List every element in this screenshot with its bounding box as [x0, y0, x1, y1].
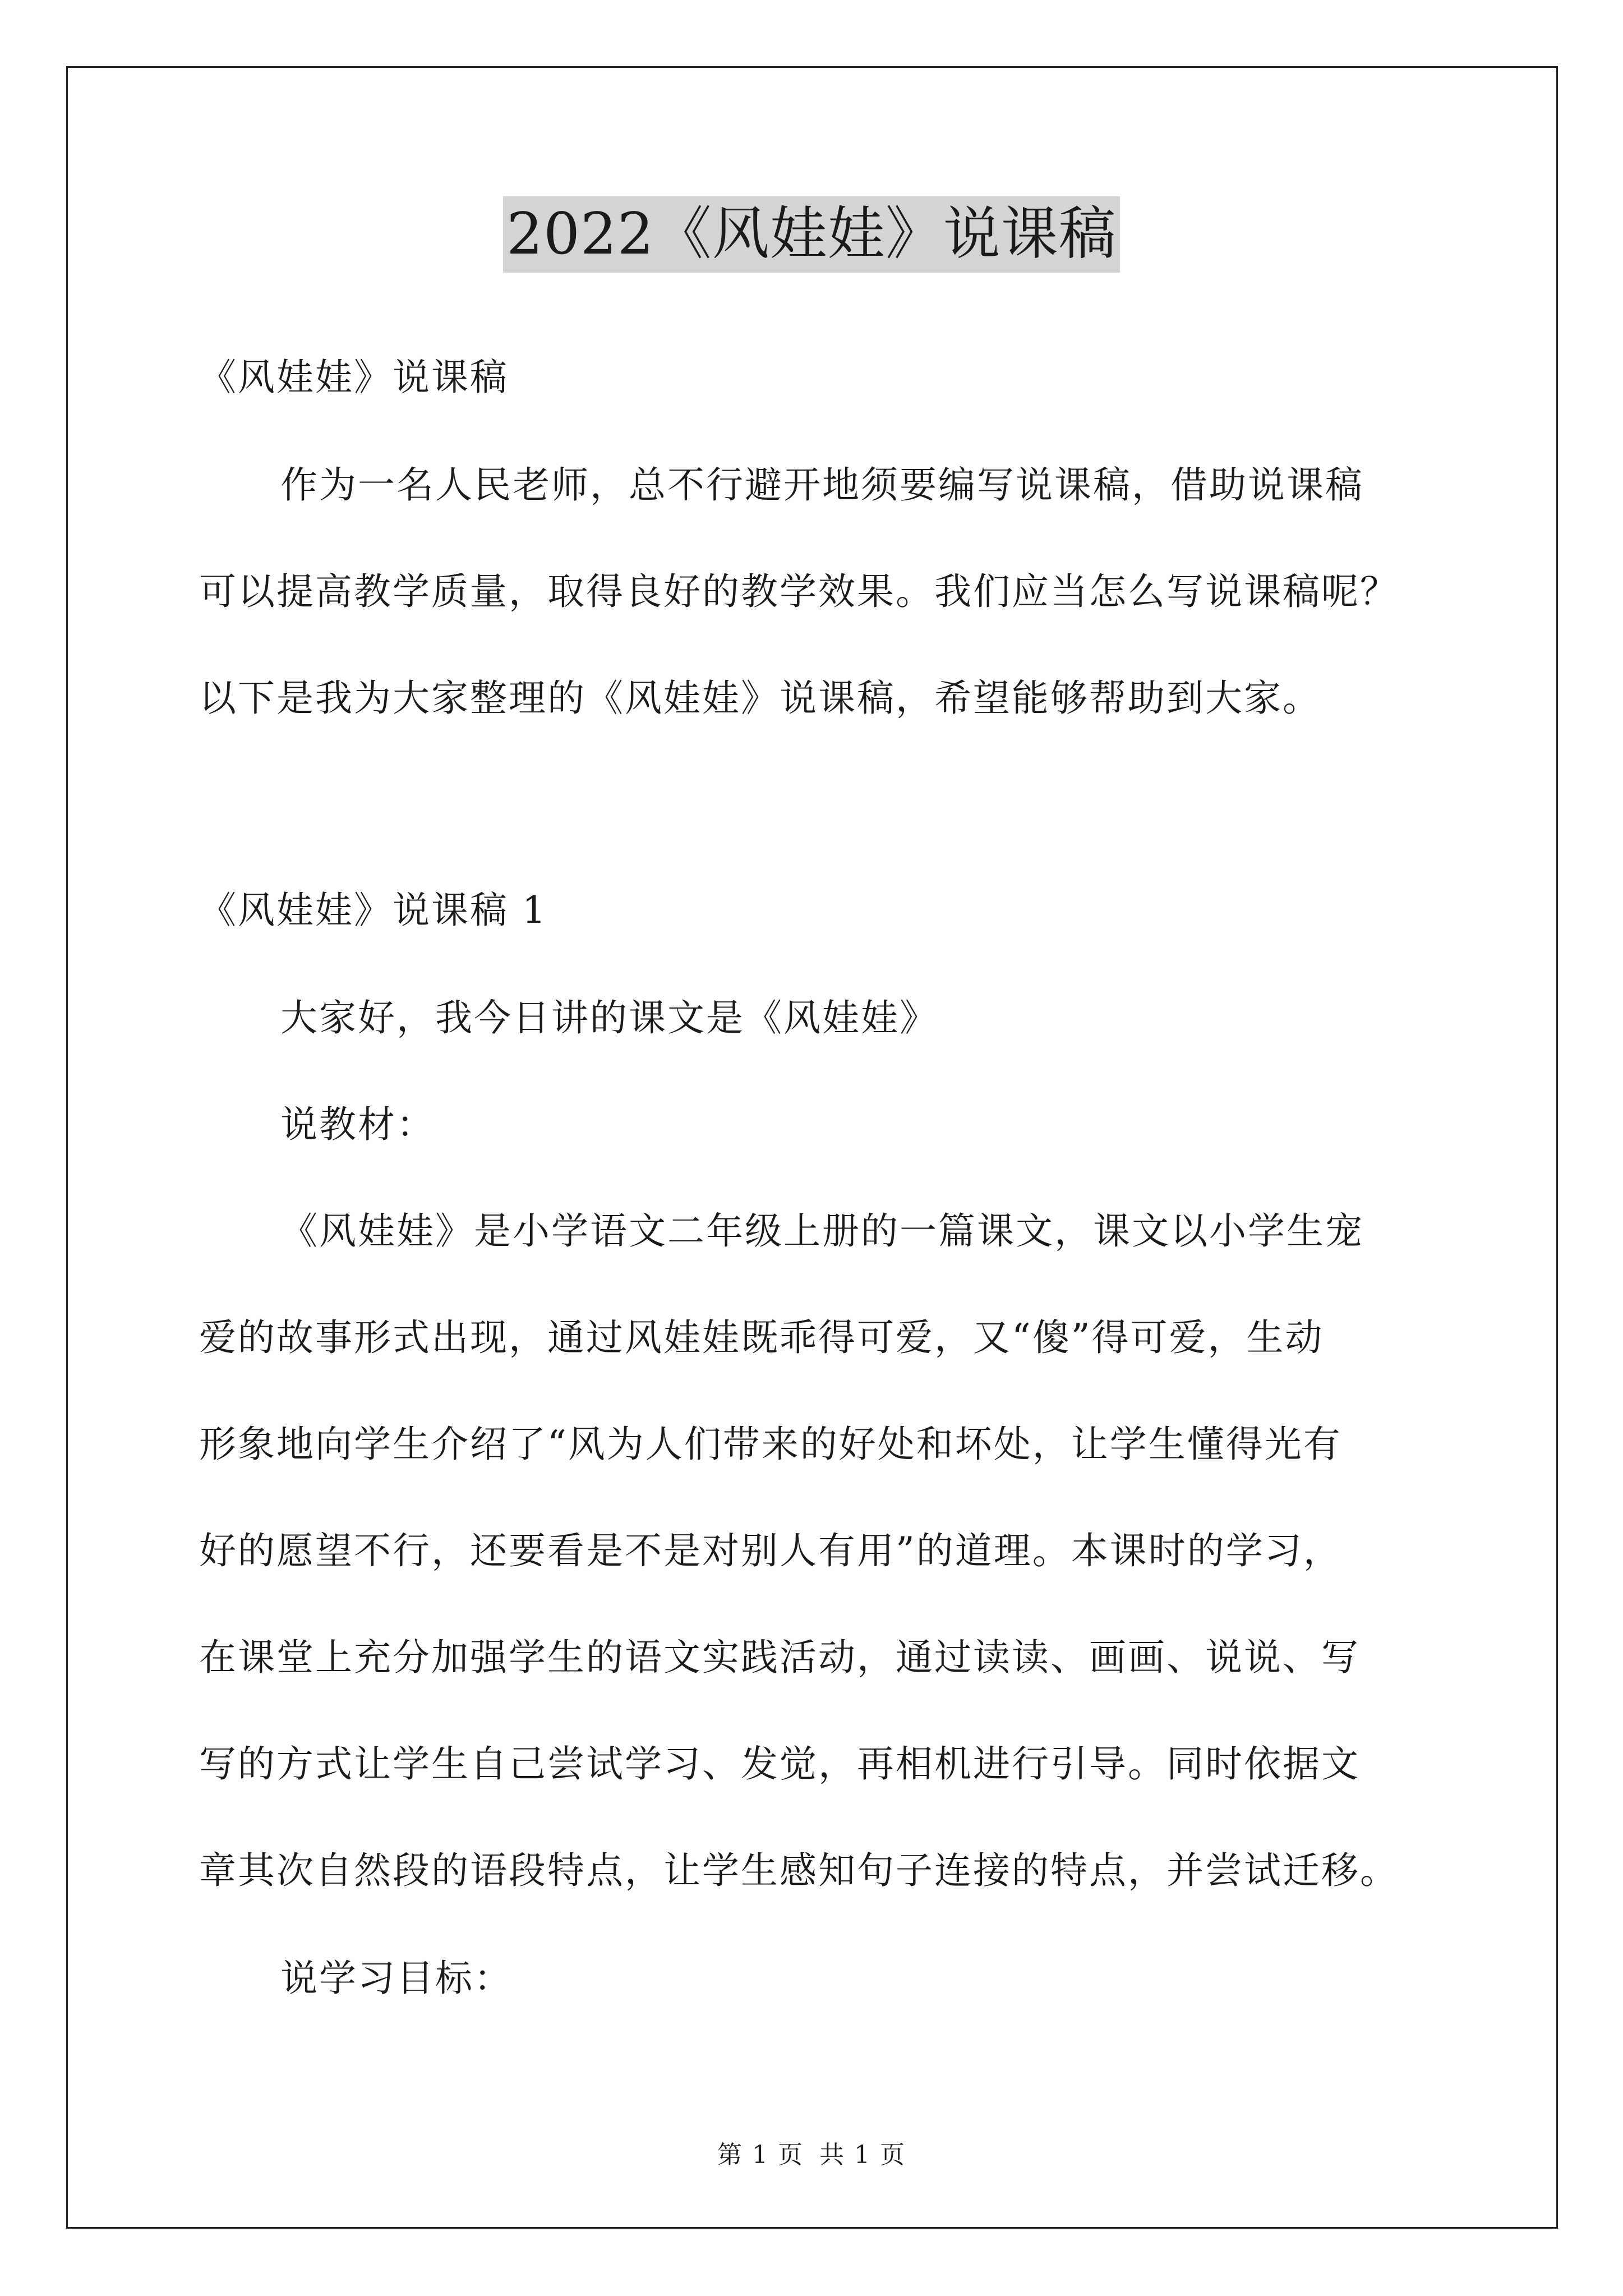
title-container: [0, 196, 1623, 273]
textbook-heading: 说教材：: [280, 1103, 435, 1146]
textbook-line-5: 在课堂上充分加强学生的语文实践活动，通过读读、画画、说说、写: [199, 1636, 1360, 1679]
textbook-line-7: 章其次自然段的语段特点，让学生感知句子连接的特点，并尝试迁移。: [199, 1849, 1399, 1892]
textbook-line-3: 形象地向学生介绍了“风为人们带来的好处和坏处，让学生懂得光有: [199, 1423, 1342, 1466]
document-title: 2022《风娃娃》说课稿: [503, 196, 1120, 273]
page-number: 第 1 页: [717, 2141, 804, 2169]
section-heading: 《风娃娃》说课稿 1: [199, 889, 547, 932]
intro-line-1: 作为一名人民老师，总不行避开地须要编写说课稿，借助说课稿: [280, 463, 1364, 507]
page-footer: [0, 2143, 1623, 2168]
subtitle-line: 《风娃娃》说课稿: [199, 356, 509, 399]
greeting-line: 大家好，我今日讲的课文是《风娃娃》: [280, 996, 938, 1039]
intro-line-2: 可以提高教学质量，取得良好的教学效果。我们应当怎么写说课稿呢？: [199, 570, 1399, 613]
goals-heading: 说学习目标：: [280, 1957, 513, 2000]
intro-line-3: 以下是我为大家整理的《风娃娃》说课稿，希望能够帮助到大家。: [199, 677, 1321, 720]
textbook-line-4: 好的愿望不行，还要看是不是对别人有用”的道理。本课时的学习，: [199, 1529, 1342, 1572]
textbook-line-1: 《风娃娃》是小学语文二年级上册的一篇课文，课文以小学生宠: [280, 1209, 1364, 1253]
textbook-line-6: 写的方式让学生自己尝试学习、发觉，再相机进行引导。同时依据文: [199, 1742, 1360, 1786]
total-pages: 共 1 页: [819, 2141, 906, 2169]
textbook-line-2: 爱的故事形式出现，通过风娃娃既乖得可爱，又“傻”得可爱，生动: [199, 1316, 1324, 1359]
